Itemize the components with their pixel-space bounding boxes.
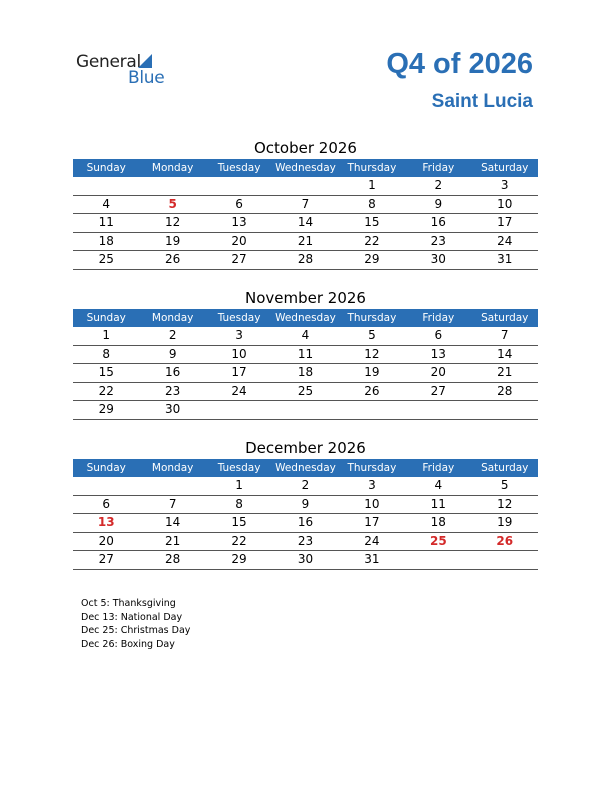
day-cell: 11 xyxy=(430,496,446,511)
week-row xyxy=(73,496,538,515)
day-cell: 25 xyxy=(98,252,114,266)
weekday-header: Thursday xyxy=(347,312,397,324)
day-cell: 23 xyxy=(297,533,314,548)
day-cell: 16 xyxy=(164,365,181,379)
day-cell: 13 xyxy=(430,346,446,361)
day-cell: 1 xyxy=(102,328,111,342)
holiday-day-cell: 13 xyxy=(97,515,115,529)
day-cell: 24 xyxy=(497,233,513,248)
weekday-header: Monday xyxy=(151,162,194,174)
month-block xyxy=(73,137,538,270)
day-cell: 22 xyxy=(364,233,380,248)
week-row xyxy=(73,233,538,252)
day-cell: 19 xyxy=(364,365,380,379)
day-cell xyxy=(272,401,338,419)
day-cell: 3 xyxy=(500,178,509,192)
day-cell xyxy=(73,477,139,495)
day-cell: 7 xyxy=(168,496,177,511)
weekday-header: Saturday xyxy=(481,162,529,174)
day-cell: 22 xyxy=(98,383,114,398)
holiday-item: Dec 25: Christmas Day xyxy=(81,625,191,637)
month-block xyxy=(73,287,538,420)
day-cell: 29 xyxy=(364,252,380,266)
logo-general-text: General xyxy=(76,52,141,72)
day-cell: 11 xyxy=(98,215,114,229)
day-cell: 3 xyxy=(235,328,243,342)
day-cell: 17 xyxy=(364,515,380,529)
day-cell: 16 xyxy=(430,215,446,229)
day-cell: 4 xyxy=(102,196,111,211)
day-cell: 30 xyxy=(430,252,446,266)
day-cell: 10 xyxy=(231,346,247,361)
week-row xyxy=(73,196,538,215)
logo-blue-text: Blue xyxy=(128,68,165,88)
weekday-header: Wednesday xyxy=(275,462,336,474)
day-cell xyxy=(206,401,272,419)
day-cell: 17 xyxy=(497,215,513,229)
day-cell: 6 xyxy=(102,496,111,511)
week-row xyxy=(73,346,538,365)
day-cell: 8 xyxy=(235,496,243,511)
week-row xyxy=(73,477,538,496)
holiday-list xyxy=(81,597,190,651)
day-cell xyxy=(206,177,272,195)
week-row xyxy=(73,251,538,270)
day-cell: 14 xyxy=(164,515,181,529)
day-cell: 23 xyxy=(164,383,181,398)
weekday-header: Wednesday xyxy=(275,162,336,174)
day-cell: 31 xyxy=(497,252,513,266)
day-cell: 19 xyxy=(164,233,181,248)
day-cell: 6 xyxy=(434,328,443,342)
holiday-day-cell: 5 xyxy=(168,196,177,211)
page-title: Q4 of 2026 xyxy=(386,48,533,80)
week-row xyxy=(73,401,538,420)
day-cell: 24 xyxy=(231,383,247,398)
week-row xyxy=(73,514,538,533)
day-cell: 21 xyxy=(164,533,181,548)
holiday-day-cell: 25 xyxy=(429,533,447,548)
day-cell: 21 xyxy=(497,365,513,379)
weekday-header: Tuesday xyxy=(217,312,261,324)
day-cell xyxy=(472,551,538,569)
country-name: Saint Lucia xyxy=(431,91,533,112)
day-cell: 16 xyxy=(297,515,314,529)
day-cell: 18 xyxy=(297,365,314,379)
day-cell: 12 xyxy=(364,346,380,361)
day-cell: 27 xyxy=(98,552,114,566)
day-cell xyxy=(272,177,338,195)
week-row xyxy=(73,327,538,346)
day-cell: 6 xyxy=(235,196,243,211)
day-cell: 27 xyxy=(430,383,446,398)
month-block xyxy=(73,437,538,570)
day-cell: 26 xyxy=(164,252,181,266)
day-cell xyxy=(139,477,205,495)
day-cell: 19 xyxy=(497,515,513,529)
day-cell: 2 xyxy=(301,478,310,492)
day-cell: 5 xyxy=(368,328,376,342)
week-row xyxy=(73,364,538,383)
day-cell: 10 xyxy=(497,196,513,211)
day-cell: 28 xyxy=(497,383,513,398)
weekday-header: Friday xyxy=(422,162,455,174)
weekday-header: Monday xyxy=(151,462,194,474)
holiday-item: Dec 26: Boxing Day xyxy=(81,638,175,650)
weekday-header: Sunday xyxy=(86,162,126,174)
week-row xyxy=(73,551,538,570)
day-cell: 8 xyxy=(102,346,111,361)
day-cell: 2 xyxy=(168,328,177,342)
weekday-header: Thursday xyxy=(347,162,397,174)
day-cell: 14 xyxy=(297,215,314,229)
week-row xyxy=(73,383,538,402)
day-cell xyxy=(405,401,471,419)
weekday-header: Sunday xyxy=(86,462,126,474)
holiday-item: Oct 5: Thanksgiving xyxy=(81,598,176,609)
weekday-header: Tuesday xyxy=(217,162,261,174)
weekday-header-row xyxy=(73,459,538,477)
day-cell: 4 xyxy=(301,328,310,342)
day-cell: 15 xyxy=(231,515,247,529)
day-cell: 8 xyxy=(368,196,376,211)
weekday-header: Saturday xyxy=(481,462,529,474)
day-cell: 20 xyxy=(231,233,247,248)
weekday-header: Monday xyxy=(151,312,194,324)
day-cell: 31 xyxy=(364,552,380,566)
day-cell: 9 xyxy=(168,346,177,361)
day-cell: 15 xyxy=(364,215,380,229)
day-cell: 30 xyxy=(297,552,314,566)
day-cell: 15 xyxy=(98,365,114,379)
day-cell: 12 xyxy=(164,215,181,229)
logo xyxy=(76,52,176,88)
day-cell xyxy=(339,401,405,419)
day-cell: 7 xyxy=(301,196,310,211)
day-cell: 20 xyxy=(430,365,446,379)
weekday-header-row xyxy=(73,159,538,177)
day-cell: 12 xyxy=(497,496,513,511)
day-cell: 4 xyxy=(434,478,443,492)
weekday-header: Friday xyxy=(422,312,455,324)
day-cell xyxy=(73,177,139,195)
day-cell: 13 xyxy=(231,215,247,229)
week-row xyxy=(73,214,538,233)
day-cell: 18 xyxy=(98,233,114,248)
day-cell: 3 xyxy=(368,478,376,492)
day-cell: 14 xyxy=(497,346,513,361)
holiday-day-cell: 26 xyxy=(496,533,514,548)
day-cell xyxy=(405,551,471,569)
weekday-header: Saturday xyxy=(481,312,529,324)
day-cell: 26 xyxy=(364,383,380,398)
day-cell: 30 xyxy=(164,402,181,416)
holiday-item: Dec 13: National Day xyxy=(81,611,183,623)
day-cell: 21 xyxy=(297,233,314,248)
day-cell: 10 xyxy=(364,496,380,511)
day-cell: 17 xyxy=(231,365,247,379)
day-cell: 22 xyxy=(231,533,247,548)
day-cell: 7 xyxy=(500,328,509,342)
week-row xyxy=(73,533,538,552)
day-cell: 23 xyxy=(430,233,446,248)
weekday-header: Friday xyxy=(422,462,455,474)
weekday-header: Tuesday xyxy=(217,462,261,474)
day-cell: 9 xyxy=(301,496,310,511)
week-row xyxy=(73,177,538,196)
day-cell: 18 xyxy=(430,515,446,529)
day-cell xyxy=(139,177,205,195)
day-cell: 1 xyxy=(368,178,376,192)
day-cell: 5 xyxy=(500,478,509,492)
day-cell: 29 xyxy=(231,552,247,566)
day-cell: 9 xyxy=(434,196,443,211)
day-cell: 20 xyxy=(98,533,114,548)
day-cell: 1 xyxy=(235,478,243,492)
day-cell: 28 xyxy=(164,552,181,566)
day-cell: 2 xyxy=(434,178,443,192)
logo-flag-icon xyxy=(138,54,152,68)
weekday-header: Thursday xyxy=(347,462,397,474)
weekday-header: Wednesday xyxy=(275,312,336,324)
day-cell: 27 xyxy=(231,252,247,266)
day-cell: 28 xyxy=(297,252,314,266)
weekday-header: Sunday xyxy=(86,312,126,324)
day-cell: 24 xyxy=(364,533,380,548)
day-cell: 11 xyxy=(297,346,314,361)
day-cell xyxy=(472,401,538,419)
day-cell: 29 xyxy=(98,402,114,416)
weekday-header-row xyxy=(73,309,538,327)
month-title: December 2026 xyxy=(245,439,366,457)
day-cell: 25 xyxy=(297,383,314,398)
month-title: October 2026 xyxy=(254,139,357,157)
month-title: November 2026 xyxy=(245,289,366,307)
